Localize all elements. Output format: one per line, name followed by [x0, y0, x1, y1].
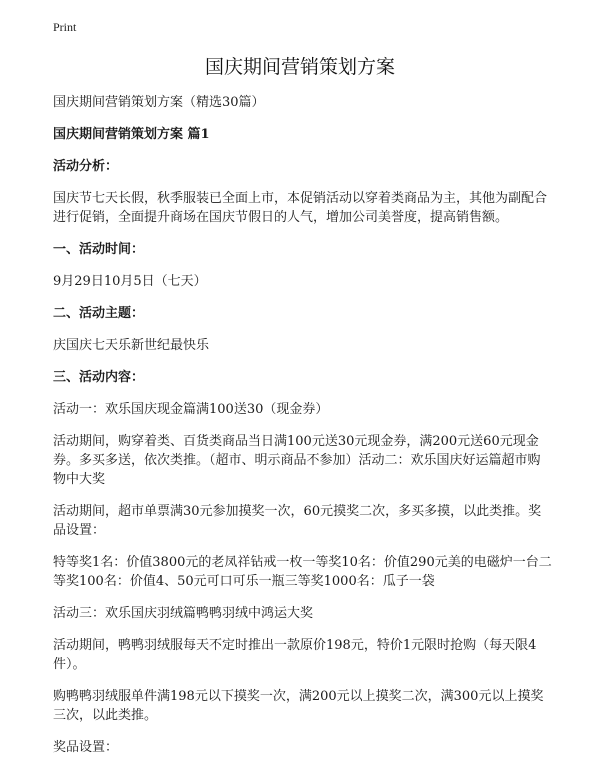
document-title: 国庆期间营销策划方案 — [204, 56, 395, 78]
section-heading: 活动分析： — [53, 159, 119, 174]
paragraph: 奖品设置： — [53, 740, 119, 755]
paragraph: 活动期间，购穿着类、百货类商品当日满100元送30元现金券，满200元送60元现金券。多买多送，依次类推。（超市、明示商品不参加）活动二：欢乐国庆好运篇超市购物中大奖 — [53, 434, 541, 487]
section-heading: 国庆期间营销策划方案 篇1 — [53, 127, 210, 142]
paragraph: 活动一：欢乐国庆现金篇满100送30（现金券） — [53, 402, 329, 417]
document-body — [53, 93, 553, 770]
paragraph-list — [53, 125, 553, 757]
section-heading: 一、活动时间： — [53, 242, 145, 257]
paragraph: 9月29日10月5日（七天） — [53, 274, 207, 289]
paragraph: 特等奖1名：价值3800元的老凤祥钻戒一枚一等奖10名：价值290元美的电磁炉一台二等奖100名：价值4、50元可口可乐一瓶三等奖1000名：瓜子一袋 — [53, 555, 552, 589]
paragraph: 国庆节七天长假，秋季服装已全面上市，本促销活动以穿着类商品为主，其他为副配合进行促销，全面提升商场在国庆节假日的人气，增加公司美誉度，提高销售额。 — [53, 191, 548, 225]
section-heading: 三、活动内容： — [53, 370, 145, 385]
paragraph: 庆国庆七天乐新世纪最快乐 — [53, 338, 210, 353]
section-heading: 二、活动主题： — [53, 306, 145, 321]
print-label: Print — [53, 20, 77, 34]
document-subtitle: 国庆期间营销策划方案（精选30篇） — [53, 95, 265, 110]
paragraph: 活动期间，超市单票满30元参加摸奖一次，60元摸奖二次，多买多摸，以此类推。奖品设置： — [53, 504, 542, 538]
paragraph: 购鸭鸭羽绒服单件满198元以下摸奖一次，满200元以上摸奖二次，满300元以上摸奖三次，以此类推。 — [53, 689, 544, 723]
paragraph: 活动三：欢乐国庆羽绒篇鸭鸭羽绒中鸿运大奖 — [53, 606, 314, 621]
paragraph: 活动期间，鸭鸭羽绒服每天不定时推出一款原价198元，特价1元限时抢购（每天限4件）。 — [53, 638, 537, 672]
